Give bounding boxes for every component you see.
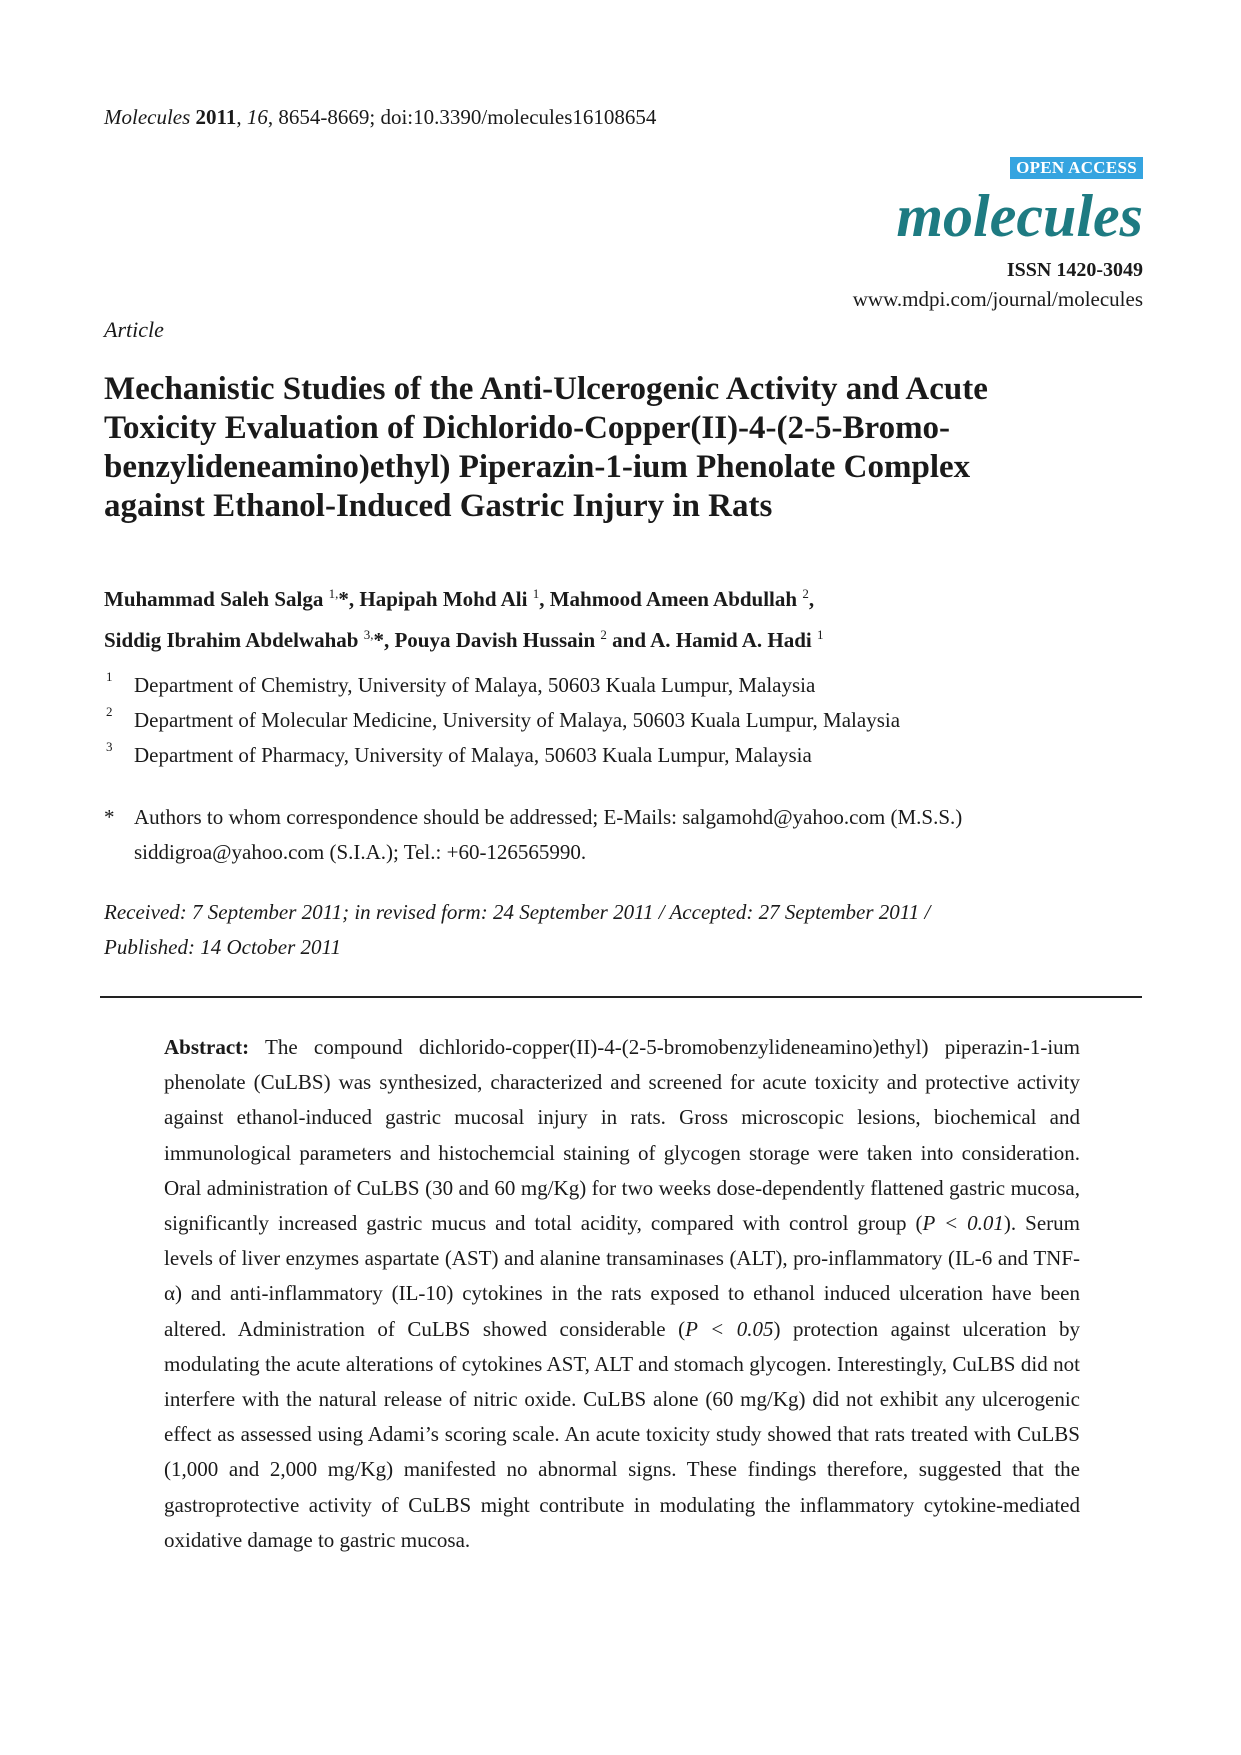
title-line: benzylideneamino)ethyl) Piperazin-1-ium Phenolate Complex: [104, 449, 971, 485]
author-list: [104, 576, 824, 658]
affiliation-number: 2: [106, 704, 113, 719]
title-line: Toxicity Evaluation of Dichlorido-Copper(II)-4-(2-5-Bromo-: [104, 410, 951, 446]
abstract-p-value: P < 0.05: [685, 1316, 774, 1341]
affiliation-list: [104, 668, 900, 773]
abstract-text: The compound dichlorido-copper(II)-4-(2-5-bromobenzylideneamino)ethyl) piperazin-1-ium phenolate (CuLBS) was synthesized, characterized and screened for acute toxicity and protective activity against ethanol-induced gastric mucosal injury in rats. Gross microscopic lesions, biochemical and immunological parameters and histochemcial staining of glycogen storage were taken into consideration. Oral administration of CuLBS (30 and 60 mg/Kg) for two weeks dose-dependently flattened gastric mucosa, significantly increased gastric mucus and total acidity, compared with control group (: [164, 1035, 1080, 1236]
citation-year: 2011: [195, 105, 237, 129]
affiliation-text: Department of Molecular Medicine, University of Malaya, 50603 Kuala Lumpur, Malaysia: [134, 708, 901, 732]
author-sep: and: [606, 628, 651, 652]
abstract-text: ). Serum levels of liver enzymes aspartate (AST) and alanine transaminases (ALT), pro-inflammatory (IL-6 and TNF-α) and anti-inflammatory (IL-10) cytokines in the rats exposed to ethanol induced ulceration have been altered. Administration of CuLBS showed considerable (: [164, 1211, 1080, 1341]
abstract: [164, 1030, 1080, 1558]
affiliation-text: Department of Pharmacy, University of Malaya, 50603 Kuala Lumpur, Malaysia: [134, 743, 812, 767]
author-mark: *,: [338, 587, 360, 611]
author-name: Mahmood Ameen Abdullah: [549, 587, 803, 611]
abstract-p-value: P < 0.01: [922, 1211, 1004, 1236]
affiliation-number: 3: [106, 739, 113, 754]
author-name: Siddig Ibrahim Abdelwahab: [104, 628, 364, 652]
citation-pages-doi: , 8654-8669; doi:10.3390/molecules16108654: [267, 105, 657, 129]
dates-line: Received: 7 September 2011; in revised form: 24 September 2011 / Accepted: 27 September 2011 /: [104, 900, 931, 924]
citation-volume: 16: [246, 105, 268, 129]
author-affil-sup: 2: [600, 627, 607, 642]
article-title: [104, 370, 1144, 526]
author-affil-sup: 2: [802, 586, 809, 601]
author-mark: *,: [373, 628, 395, 652]
author-name: Hapipah Mohd Ali: [359, 587, 533, 611]
correspondence-mark: *: [104, 805, 115, 829]
journal-logo-name: molecules: [896, 183, 1143, 249]
issn: ISSN 1420-3049: [1006, 259, 1143, 281]
author-sep: ,: [539, 587, 550, 611]
affiliation: [104, 668, 900, 703]
author-affil-sup: 3,: [363, 627, 374, 642]
publication-dates: [104, 895, 930, 965]
affiliation: [104, 703, 900, 738]
author-affil-sup: 1: [817, 627, 824, 642]
journal-url: www.mdpi.com/journal/molecules: [852, 287, 1143, 311]
correspondence-line: siddigroa@yahoo.com (S.I.A.); Tel.: +60-126565990.: [134, 840, 587, 864]
affiliation-number: 1: [106, 669, 113, 684]
author-name: Muhammad Saleh Salga: [104, 587, 329, 611]
author-affil-sup: 1: [532, 586, 540, 601]
title-line: against Ethanol-Induced Gastric Injury in Rats: [104, 488, 773, 524]
correspondence-line: Authors to whom correspondence should be addressed; E-Mails: salgamohd@yahoo.com (M.S.S.): [134, 805, 963, 829]
correspondence-note: [104, 800, 962, 870]
author-line: [104, 617, 824, 658]
author-name: Pouya Davish Hussain: [394, 628, 601, 652]
citation-line: Molecules 2011, 16, 8654-8669; doi:10.3390/molecules16108654: [104, 105, 657, 129]
journal-short-name: Molecules: [104, 105, 191, 129]
author-affil-sup: 1,: [328, 586, 339, 601]
article-type: Article: [104, 317, 164, 342]
header-divider: [100, 996, 1142, 998]
dates-line: Published: 14 October 2011: [104, 935, 341, 959]
title-line: Mechanistic Studies of the Anti-Ulcerogenic Activity and Acute: [104, 371, 988, 407]
author-line: [104, 576, 824, 617]
affiliation-text: Department of Chemistry, University of Malaya, 50603 Kuala Lumpur, Malaysia: [134, 673, 816, 697]
author-name: A. Hamid A. Hadi: [650, 628, 817, 652]
abstract-text: ) protection against ulceration by modulating the acute alterations of cytokines AST, ALT and stomach glycogen. Interestingly, CuLBS did not interfere with the natural release of nitric oxide. CuLBS alone (60 mg/Kg) did not exhibit any ulcerogenic effect as assessed using Adami’s scoring scale. An acute toxicity study showed that rats treated with CuLBS (1,000 and 2,000 mg/Kg) manifested no abnormal signs. These findings therefore, suggested that the gastroprotective activity of CuLBS might contribute in modulating the inflammatory cytokine-mediated oxidative damage to gastric mucosa.: [164, 1316, 1081, 1552]
open-access-badge: OPEN ACCESS: [1010, 157, 1143, 179]
author-sep: ,: [808, 587, 815, 611]
abstract-label: Abstract:: [164, 1035, 250, 1059]
affiliation: [104, 738, 900, 773]
